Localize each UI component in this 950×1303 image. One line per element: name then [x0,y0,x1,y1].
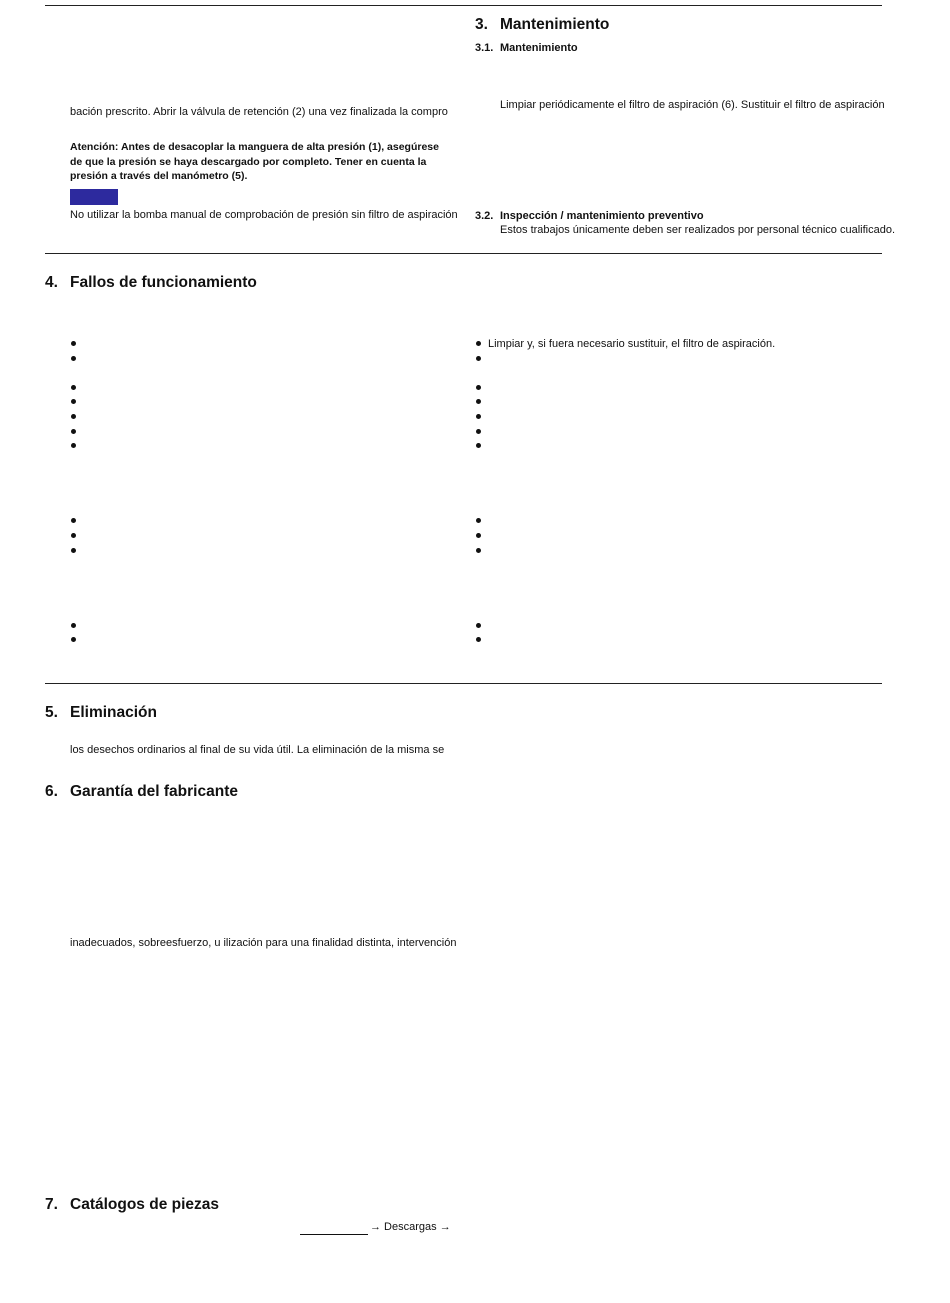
section-5-number: 5. [45,704,58,721]
section-4-number: 4. [45,274,58,291]
remedy-bullet [476,385,481,390]
fault-bullet [71,518,76,523]
remedy-bullet [476,443,481,448]
subsection-3-1-title: Mantenimiento [500,42,578,54]
suction-filter-warning: No utilizar la bomba manual de comprobación de presión sin filtro de aspiración [70,209,458,221]
disposal-text: los desechos ordinarios al final de su vida útil. La eliminación de la misma se [70,744,445,756]
fault-bullet [71,399,76,404]
remedy-bullet [476,356,481,361]
warning-label-box [70,189,118,205]
fault-bullet [71,637,76,642]
download-link-underline[interactable] [300,1234,368,1235]
fault-bullet [71,341,76,346]
fault-bullet [71,385,76,390]
section-4-title: Fallos de funcionamiento [70,274,257,291]
fault-bullet [71,429,76,434]
section-5-title: Eliminación [70,704,157,721]
remedy-bullet [476,518,481,523]
remedy-bullet [476,414,481,419]
section-7-number: 7. [45,1196,58,1213]
subsection-3-1-text: Limpiar periódicamente el filtro de aspiración (6). Sustituir el filtro de aspiración [500,99,885,111]
top-rule [45,5,882,6]
section-6-title: Garantía del fabricante [70,783,238,800]
section-3-rule [45,253,882,254]
check-valve-text: bación prescrito. Abrir la válvula de retención (2) una vez finalizada la compro [70,106,448,118]
section-4-rule [45,683,882,684]
subsection-3-2-title: Inspección / mantenimiento preventivo [500,210,704,222]
section-3-title: Mantenimiento [500,16,610,33]
remedy-bullet [476,548,481,553]
downloads-link[interactable]: → Descargas → [370,1221,451,1233]
remedy-bullet [476,399,481,404]
section-6-number: 6. [45,783,58,800]
fault-bullet [71,623,76,628]
subsection-3-2-number: 3.2. [475,210,494,222]
attention-note: Atención: Antes de desacoplar la manguera de alta presión (1), asegúrese de que la presión se haya descargado por completo. Tener en cuenta la presión a través del manómetro (5). [70,141,439,182]
subsection-3-2-text: Estos trabajos únicamente deben ser realizados por personal técnico cualificado. [500,224,896,236]
section-3-number: 3. [475,16,488,33]
remedy-bullet [476,341,481,346]
section-7-title: Catálogos de piezas [70,1196,220,1213]
remedy-text: Limpiar y, si fuera necesario sustituir, el filtro de aspiración. [488,338,776,350]
subsection-3-1-number: 3.1. [475,42,494,54]
fault-bullet [71,356,76,361]
warranty-text: inadecuados, sobreesfuerzo, u ilización para una finalidad distinta, intervención [70,937,457,949]
remedy-bullet [476,429,481,434]
remedy-bullet [476,533,481,538]
fault-bullet [71,414,76,419]
fault-bullet [71,533,76,538]
remedy-bullet [476,637,481,642]
fault-bullet [71,443,76,448]
fault-bullet [71,548,76,553]
remedy-bullet [476,623,481,628]
